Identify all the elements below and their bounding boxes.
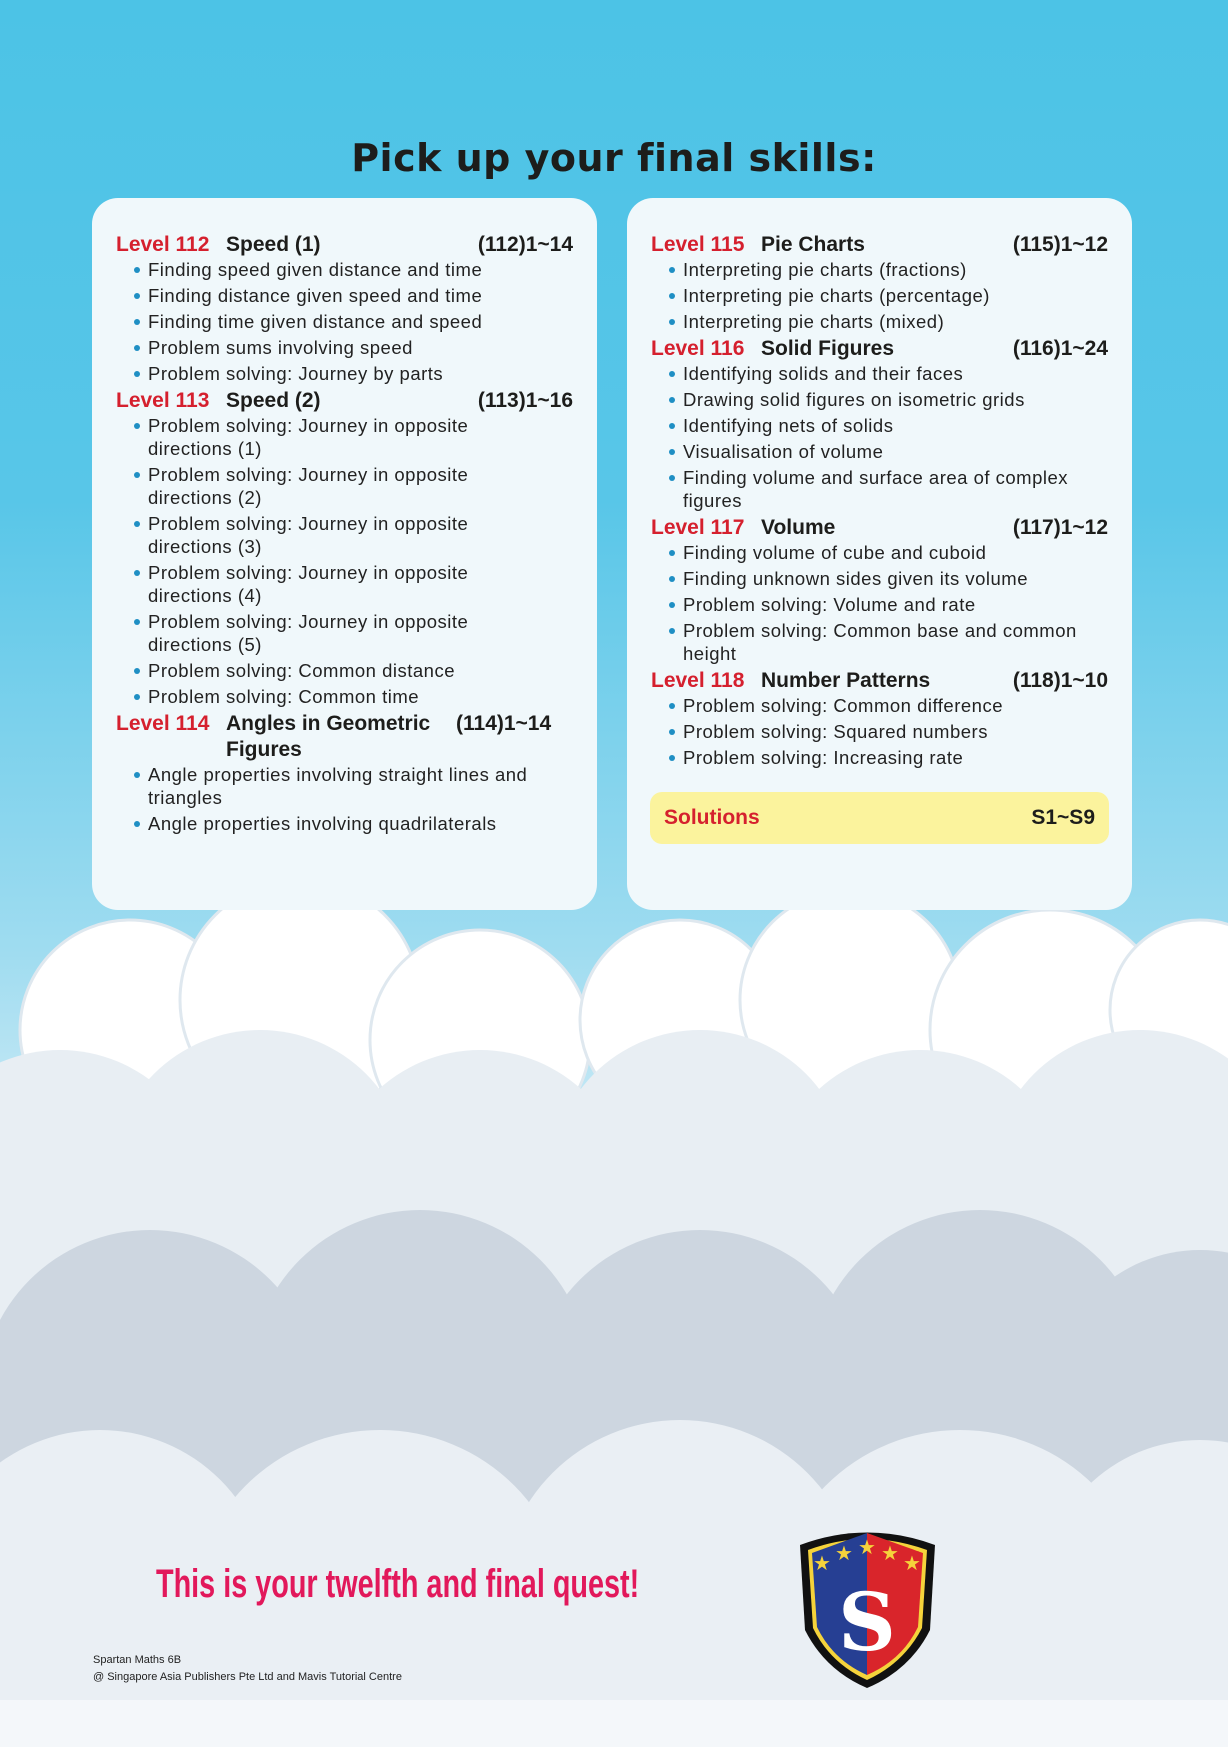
skill-item: Finding time given distance and speed <box>132 310 542 333</box>
level-name: Speed (1) <box>226 233 321 256</box>
level-pages: (113)1~16 <box>477 389 573 412</box>
skill-item: Interpreting pie charts (mixed) <box>667 310 1077 333</box>
skill-item: Problem solving: Journey in opposite directions (1) <box>132 414 542 460</box>
svg-text:★: ★ <box>813 1551 831 1575</box>
solutions-box <box>650 792 1109 844</box>
skill-item: Problem solving: Increasing rate <box>667 746 1077 769</box>
svg-text:★: ★ <box>881 1541 899 1565</box>
level-pages: (117)1~12 <box>1012 516 1108 539</box>
skill-item: Problem solving: Journey in opposite directions (2) <box>132 463 542 509</box>
level-heading <box>651 515 1108 541</box>
skill-item: Drawing solid figures on isometric grids <box>667 388 1077 411</box>
level-name: Speed (2) <box>226 389 321 412</box>
level-name: Angles in Geometric Figures <box>226 712 431 761</box>
level-name: Solid Figures <box>761 337 895 360</box>
skill-list <box>667 541 1108 665</box>
svg-text:★: ★ <box>858 1535 876 1559</box>
page-title: Pick up your final skills: <box>351 136 877 180</box>
skill-item: Problem solving: Common time <box>132 685 542 708</box>
skill-item: Problem solving: Volume and rate <box>667 593 1077 616</box>
skill-item: Identifying solids and their faces <box>667 362 1077 385</box>
skill-item: Finding unknown sides given its volume <box>667 567 1077 590</box>
skill-item: Problem solving: Common difference <box>667 694 1077 717</box>
level-heading <box>651 668 1108 694</box>
level-number: Level 115 <box>651 233 745 256</box>
skill-item: Interpreting pie charts (percentage) <box>667 284 1077 307</box>
level-pages: (114)1~14 <box>456 712 552 735</box>
skill-item: Visualisation of volume <box>667 440 1077 463</box>
skill-item: Problem solving: Squared numbers <box>667 720 1077 743</box>
footer-copyright: @ Singapore Asia Publishers Pte Ltd and Mavis Tutorial Centre <box>93 1671 402 1683</box>
skill-item: Problem solving: Common base and common height <box>667 619 1077 665</box>
spartan-crest-logo <box>790 1520 945 1690</box>
level-heading <box>651 232 1108 258</box>
level-heading <box>116 711 573 763</box>
skill-list <box>132 763 573 835</box>
skill-item: Interpreting pie charts (fractions) <box>667 258 1077 281</box>
skill-item: Finding distance given speed and time <box>132 284 542 307</box>
footer <box>93 1652 402 1686</box>
skill-item: Problem solving: Journey in opposite directions (4) <box>132 561 542 607</box>
level-name: Pie Charts <box>761 233 865 256</box>
level-number: Level 117 <box>651 516 745 539</box>
skill-item: Angle properties involving quadrilaterals <box>132 812 542 835</box>
skill-item: Problem solving: Journey by parts <box>132 362 542 385</box>
skill-item: Problem solving: Common distance <box>132 659 542 682</box>
skill-list <box>667 694 1108 769</box>
level-number: Level 116 <box>651 337 745 360</box>
level-pages: (118)1~10 <box>1012 669 1108 692</box>
skill-item: Finding volume and surface area of complex figures <box>667 466 1077 512</box>
skill-list <box>667 258 1108 333</box>
skill-item: Problem solving: Journey in opposite directions (3) <box>132 512 542 558</box>
quest-banner: This is your twelfth and final quest! <box>156 1562 640 1606</box>
level-pages: (112)1~14 <box>477 233 573 256</box>
level-number: Level 112 <box>116 233 210 256</box>
skill-item: Finding speed given distance and time <box>132 258 542 281</box>
skills-card-right <box>627 198 1132 910</box>
crest-letter: S <box>838 1575 896 1669</box>
level-name: Number Patterns <box>761 669 931 692</box>
svg-text:★: ★ <box>835 1541 853 1565</box>
skill-item: Problem solving: Journey in opposite directions (5) <box>132 610 542 656</box>
skill-item: Angle properties involving straight lines and triangles <box>132 763 542 809</box>
level-number: Level 118 <box>651 669 745 692</box>
skill-list <box>132 258 573 385</box>
level-pages: (115)1~12 <box>1012 233 1108 256</box>
level-heading <box>116 388 573 414</box>
level-pages: (116)1~24 <box>1012 337 1108 360</box>
skills-card-left <box>92 198 597 910</box>
skill-item: Finding volume of cube and cuboid <box>667 541 1077 564</box>
svg-text:★: ★ <box>903 1551 921 1575</box>
skill-list <box>667 362 1108 512</box>
level-name: Volume <box>761 516 836 539</box>
level-number: Level 113 <box>116 389 210 412</box>
solutions-pages: S1~S9 <box>1031 806 1095 829</box>
solutions-label: Solutions <box>664 806 760 829</box>
level-number: Level 114 <box>116 712 210 735</box>
level-heading <box>651 336 1108 362</box>
skill-item: Identifying nets of solids <box>667 414 1077 437</box>
footer-book-title: Spartan Maths 6B <box>93 1654 182 1666</box>
level-heading <box>116 232 573 258</box>
skill-list <box>132 414 573 708</box>
skill-item: Problem sums involving speed <box>132 336 542 359</box>
